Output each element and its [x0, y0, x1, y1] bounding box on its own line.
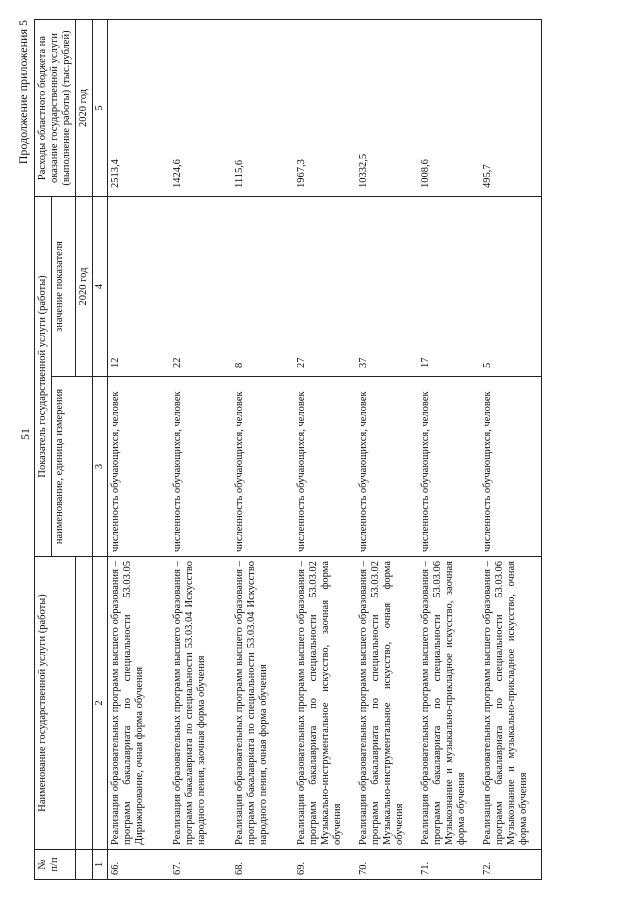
expense-value: 1424,6	[170, 19, 232, 196]
row-number: 69.	[294, 850, 356, 880]
table-row	[170, 19, 232, 879]
indicator-name: численность обучающихся, человек	[108, 377, 170, 557]
expense-value: 495,7	[480, 19, 542, 196]
row-number: 70.	[356, 850, 418, 880]
row-number: 72.	[480, 850, 542, 880]
expense-value: 1967,3	[294, 19, 356, 196]
indicator-name: численность обучающихся, человек	[356, 377, 418, 557]
service-name: Реализация образовательных программ высшего образования – программ бакалавриата по специальности 53.03.02 Музыкально-инструментальное искусство, очная форма обучения	[356, 557, 418, 850]
header-service-name: Наименование государственной услуги (работы)	[35, 557, 76, 850]
column-number: 4	[93, 196, 108, 376]
service-name: Реализация образовательных программ высшего образования – программ бакалавриата по специальности 53.03.05 Дирижирование, очная форма обучения	[108, 557, 170, 850]
indicator-value: 22	[170, 196, 232, 376]
expense-value: 2513,4	[108, 19, 170, 196]
services-table	[34, 19, 542, 880]
indicator-value: 8	[232, 196, 294, 376]
expense-value: 1008,6	[418, 19, 480, 196]
row-number: 68.	[232, 850, 294, 880]
table-row	[232, 19, 294, 879]
service-name: Реализация образовательных программ высшего образования – программ бакалавриата по специальности 53.03.02 Музыкально-инструментальное искусство, заочная форма обучения	[294, 557, 356, 850]
rotated-page	[10, 20, 610, 880]
row-number: 67.	[170, 850, 232, 880]
row-number: 66.	[108, 850, 170, 880]
indicator-name: численность обучающихся, человек	[232, 377, 294, 557]
indicator-value: 27	[294, 196, 356, 376]
service-name: Реализация образовательных программ высшего образования – программ бакалавриата по специальности 53.03.04 Искусство народного пения, заочная форма обучения	[170, 557, 232, 850]
service-name: Реализация образовательных программ высшего образования – программ бакалавриата по специальности 53.03.04 Искусство народного пения, очная форма обучения	[232, 557, 294, 850]
header-expense: Расходы областного бюджета на оказание государственной услуги (выполнение работы) (тыс.рублей)	[35, 19, 76, 196]
table-row	[356, 19, 418, 879]
header-indicator-group: Показатель государственной услуги (работы)	[35, 196, 52, 556]
expense-value: 10332,5	[356, 19, 418, 196]
column-number: 2	[93, 557, 108, 850]
indicator-name: численность обучающихся, человек	[294, 377, 356, 557]
table-row	[480, 19, 542, 879]
header-indicator-name-unit: наименование, единица измерения	[52, 377, 93, 557]
indicator-value: 5	[480, 196, 542, 376]
indicator-value: 12	[108, 196, 170, 376]
expense-value: 1115,6	[232, 19, 294, 196]
indicator-value: 37	[356, 196, 418, 376]
service-name: Реализация образовательных программ высшего образования – программ бакалавриата по специальности 53.03.06 Музыкознание и музыкально-прикладное искусство, заочная форма обучения	[418, 557, 480, 850]
column-number: 5	[93, 19, 108, 196]
column-number: 1	[93, 850, 108, 880]
indicator-value: 17	[418, 196, 480, 376]
table-row	[108, 19, 170, 879]
column-number: 3	[93, 377, 108, 557]
row-number: 71.	[418, 850, 480, 880]
indicator-name: численность обучающихся, человек	[480, 377, 542, 557]
table-row	[418, 19, 480, 879]
header-year-expense: 2020 год	[76, 19, 93, 196]
table-row	[294, 19, 356, 879]
appendix-caption: Продолжение приложения 5	[16, 20, 30, 165]
page-number: 51	[18, 428, 32, 440]
indicator-name: численность обучающихся, человек	[170, 377, 232, 557]
header-num: № п/п	[35, 850, 76, 880]
service-name: Реализация образовательных программ высшего образования – программ бакалавриата по специальности 53.03.06 Музыкознание и музыкально-прикладное искусство, очная форма обучения	[480, 557, 542, 850]
header-year-value: 2020 год	[76, 196, 93, 376]
header-indicator-value: значение показателя	[52, 196, 76, 376]
indicator-name: численность обучающихся, человек	[418, 377, 480, 557]
